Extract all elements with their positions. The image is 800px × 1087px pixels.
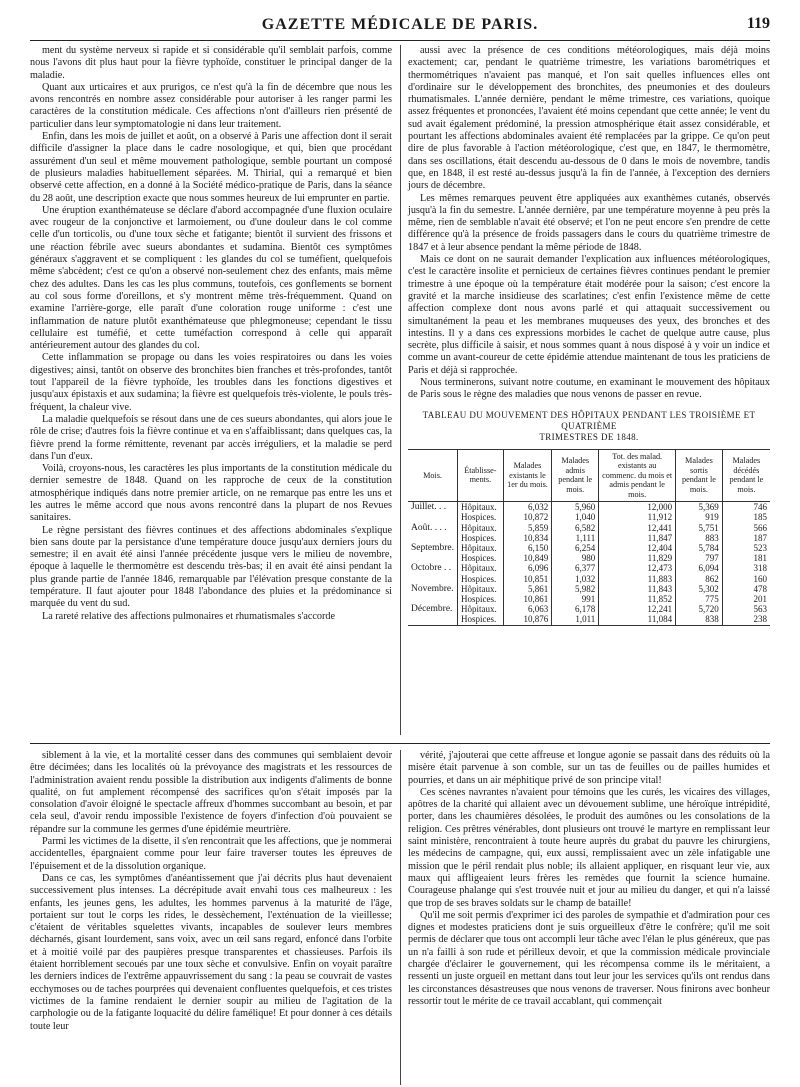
column-divider [400,45,401,735]
establishment-cell: Hôpitaux. [458,523,504,533]
table-row [408,543,770,553]
value-cell: 5,720 [676,604,723,614]
value-cell: 5,302 [676,584,723,594]
value-cell: 5,859 [503,523,551,533]
table-row [408,584,770,594]
month-cell [408,574,458,584]
bottom-left-column [30,750,392,1085]
value-cell: 6,254 [552,543,599,553]
paragraph: Parmi les victimes de la disette, il s'en rencontrait que les affections, que je nommerai accidentelles, épargnaient comme pour leur faire traverser toutes les épreuves de l'épuisement et de la dissolution organique. [30,836,392,872]
table-body [408,502,770,625]
value-cell: 318 [722,563,770,573]
table-header-cell: Malades admis pendant le mois. [552,449,599,502]
table-header-cell: Malades existants le 1er du mois. [503,449,551,502]
value-cell: 10,849 [503,553,551,563]
value-cell: 10,872 [503,512,551,522]
value-cell: 5,861 [503,584,551,594]
value-cell: 1,111 [552,533,599,543]
paragraph: aussi avec la présence de ces conditions météorologiques, mais déjà moins exactement; car, pendant le quatrième trimestre, les variations barométriques et thermométriques n'avaient pas manqué, et l'on sait quelles influences elles ont d'ordinaire sur le développement des bronchites, des pneumonies et des douleurs rhumatismales. L'année dernière, pendant le même trimestre, ces variations, quoique assez fréquentes et prononcées, l'avaient été moins cependant que cette année; le vent du sud avait également prédominé, la pression atmosphérique était assez considérable, et pourtant les affections abdominales avaient été remplacées par la grippe. Ce qu'on peut dire de plus favorable à l'action météorologique, c'est que, en 1847, le thermomètre, dans ses oscillations, était descendu au-dessous de 0 dans le mois de novembre, tandis que, en 1848, il est resté au-dessus jusqu'à la fin de l'année, à l'exception des derniers jours de décembre. [408,45,770,192]
value-cell: 10,876 [503,614,551,625]
value-cell: 6,063 [503,604,551,614]
value-cell: 12,473 [599,563,676,573]
table-row [408,594,770,604]
table-row [408,533,770,543]
hospital-movement-table [408,449,770,626]
establishment-cell: Hôpitaux. [458,502,504,513]
value-cell: 919 [676,512,723,522]
page-number: 119 [746,15,770,32]
value-cell: 12,241 [599,604,676,614]
paragraph: Les mêmes remarques peuvent être appliquées aux exanthèmes cutanés, observés jusqu'à la fin du semestre. L'année dernière, par une température moyenne à peu près la même, rien de semblable n'avait été observé; et l'on ne peut encore s'en prendre de cette différence qu'à la présence de froids passagers dans le cours du quatrième trimestre de 1847 et à leur absence pendant la même période de 1848. [408,192,770,253]
paragraph: Dans ce cas, les symptômes d'anéantissement que j'ai décrits plus haut devenaient successivement plus intenses. La décrépitude avait envahi tous ces malheureux : les enfants, les jeunes gens, les adultes, les hommes parvenus à la maturité de l'âge, portaient sur tout le corps les rides, le dessèchement, l'exténuation de la vieillesse; c'étaient de véritables squelettes vivants, incapables de soulever leurs membres décharnés, gisant lourdement, sans voix, avec un œil sans regard, enfoncé dans l'orbite et à moitié voilé par des paupières presque transparentes et chassieuses. Parfois ils étaient horriblement secoués par une toux sèche et convulsive. Enfin on voyait paraître les derniers indices de l'extrême appauvrissement du sang : la peau se couvrait de vastes ecchymoses ou de taches pourprées qui devenaient confluentes quelquefois, et ces tristes victimes de la famine rendaient le dernier soupir au milieu de l'agitation de la carphologie ou de la fatigante loquacité du délire famélique! Et pour donner à ces détails toute leur [30,872,392,1032]
value-cell: 11,843 [599,584,676,594]
value-cell: 10,851 [503,574,551,584]
table-header-cell: Malades sortis pendant le mois. [676,449,723,502]
paragraph: vérité, j'ajouterai que cette affreuse et longue agonie se passait dans des réduits où la misère était parvenue à son comble, sur un tas de feuilles ou de pailles humides et pourries, et dans un air méphitique privé de son principe vital! [408,750,770,786]
establishment-cell: Hospices. [458,533,504,543]
top-right-text [408,45,770,402]
month-cell: Juillet. . . [411,502,447,513]
establishment-cell: Hospices. [458,512,504,522]
value-cell: 11,084 [599,614,676,625]
value-cell: 523 [722,543,770,553]
paragraph: Quant aux urticaires et aux prurigos, ce n'est qu'à la fin de décembre que nous les avons rencontrés en nombre assez considérable pour autoriser à les ranger parmi les caractères de la constitution médicale. Ces affections n'ont d'ailleurs rien présenté de particulier dans leur symptomatologie ni dans leur traitement. [30,81,392,130]
value-cell: 566 [722,523,770,533]
paragraph: Voilà, croyons-nous, les caractères les plus importants de la constitution médicale du dernier semestre de 1848. Quand on les rapproche de ceux de la constitution atmosphérique indiqués dans notre premier article, on ne remarque pas entre les uns et les autres le même accord que nous avons rencontré dans la plupart de nos Revues sanitaires. [30,463,392,524]
table-header-cell: Malades décédés pendant le mois. [722,449,770,502]
value-cell: 12,441 [599,523,676,533]
establishment-cell: Hôpitaux. [458,563,504,573]
value-cell: 187 [722,533,770,543]
establishment-cell: Hospices. [458,614,504,625]
value-cell: 5,982 [552,584,599,594]
value-cell: 6,377 [552,563,599,573]
month-cell [408,614,458,625]
table-row [408,563,770,573]
value-cell: 201 [722,594,770,604]
table-row [408,523,770,533]
month-cell: Août. . . . [411,522,447,533]
table-row [408,512,770,522]
paragraph: siblement à la vie, et la mortalité cesser dans des communes qui semblaient devoir être décimées; dans les localités où la prévoyance des magistrats et les ressources de l'administration avaient rendu possible la distribution aux indigents d'aliments de bonne qualité, on fut amplement récompensé des sacrifices qu'on s'était imposés par la consolation d'avoir éloigné le spectacle affreux d'hommes succombant au besoin, et par cela seul, d'avoir rendu impossible l'existence de foyers d'infection d'où pouvaient se répandre sur la commune les germes d'une épidémie meurtrière. [30,750,392,835]
value-cell: 238 [722,614,770,625]
table-title-main: TABLEAU DU MOUVEMENT DES HÔPITAUX PENDANT LES TROISIÈME ET QUATRIÈME [422,409,756,431]
value-cell: 5,784 [676,543,723,553]
value-cell: 12,404 [599,543,676,553]
value-cell: 6,094 [676,563,723,573]
value-cell: 5,751 [676,523,723,533]
value-cell: 11,883 [599,574,676,584]
establishment-cell: Hospices. [458,594,504,604]
journal-title: GAZETTE MÉDICALE DE PARIS. [261,16,539,33]
table-row [408,502,770,513]
month-cell [408,553,458,563]
value-cell: 181 [722,553,770,563]
value-cell: 5,960 [552,502,599,513]
establishment-cell: Hôpitaux. [458,584,504,594]
paragraph: Cette inflammation se propage ou dans les voies respiratoires ou dans les voies digestives; ainsi, tantôt on observe des bronchites bien franches et très-profondes, tantôt tout l'appareil de la fièvre typhoïde, les troubles dans les fonctions digestives et jusqu'aux épistaxis et aux sudamina; la fièvre est quelquefois très-violente, le pouls très-fréquent, la chaleur vive. [30,352,392,413]
value-cell: 563 [722,604,770,614]
running-header [30,12,770,41]
value-cell: 6,032 [503,502,551,513]
value-cell: 991 [552,594,599,604]
value-cell: 1,011 [552,614,599,625]
table-title [408,410,770,443]
section-divider [30,743,770,744]
establishment-cell: Hospices. [458,553,504,563]
bottom-right-column [408,750,770,1085]
value-cell: 6,096 [503,563,551,573]
month-cell: Septembre. [411,542,455,553]
value-cell: 1,040 [552,512,599,522]
value-cell: 6,150 [503,543,551,553]
value-cell: 11,829 [599,553,676,563]
value-cell: 5,369 [676,502,723,513]
paragraph: La maladie quelquefois se résout dans une de ces sueurs abondantes, qui alors joue le rôle de crise; d'autres fois la fièvre continue et va en s'affaiblissant; dans quelques cas, la fièvre prend la forme rémittente, revenant par accès irréguliers, et la maladie se perd dans l'un d'eux. [30,413,392,462]
value-cell: 10,834 [503,533,551,543]
establishment-cell: Hôpitaux. [458,543,504,553]
table-row [408,614,770,625]
table-header-row [408,449,770,502]
table-row [408,574,770,584]
value-cell: 11,912 [599,512,676,522]
value-cell: 478 [722,584,770,594]
value-cell: 980 [552,553,599,563]
month-cell [408,594,458,604]
paragraph: La rareté relative des affections pulmonaires et rhumatismales s'accorde [42,610,335,622]
paragraph: Qu'il me soit permis d'exprimer ici des paroles de sympathie et d'admiration pour ces dignes et modestes praticiens dont je suis orgueilleux d'être le confrère; qu'il me soit permis de déclarer que tous ont accompli leur tâche avec l'élan le plus généreux, que pas un n'a failli à son rude et périlleux devoir, et que la commission médicale provinciale chargée d'éclairer le gouvernement, qui les récompensa comme ils le méritaient, a ressenti un juste orgueil en mettant dans tout leur jour les services qu'ils ont rendus dans les circonstances désastreuses que nous venons de traverser. Nous finirons avec bonheur ressortir tout le mérite de ce travail accablant, qui commençait [408,909,770,1007]
establishment-cell: Hôpitaux. [458,604,504,614]
value-cell: 11,852 [599,594,676,604]
value-cell: 797 [676,553,723,563]
value-cell: 883 [676,533,723,543]
value-cell: 12,000 [599,502,676,513]
value-cell: 6,582 [552,523,599,533]
value-cell: 185 [722,512,770,522]
value-cell: 6,178 [552,604,599,614]
paragraph: Enfin, dans les mois de juillet et août, on a observé à Paris une affection dont il serait difficile d'assigner la place dans le cadre nosologique, et qui, bien que procédant assurément d'un seul et même mouvement pathologique, semble pourtant un composé de plusieurs maladies habituellement séparées. M. Thirial, qui a remarqué et bien observé cette affection, en a donné à la Société médico-pratique de Paris, dans la séance du 28 août, une description exacte que nous sommes heureux de lui emprunter en partie. [30,131,392,204]
table-header-cell: Tot. des malad. existants au commenc. du mois et admis pendant le mois. [599,449,676,502]
month-cell: Décembre. [411,604,453,615]
value-cell: 838 [676,614,723,625]
month-cell [408,533,458,543]
top-left-column [30,45,392,735]
paragraph: Le règne persistant des fièvres continues et des affections abdominales s'explique bien sans doute par la persistance d'une température douce jusqu'aux derniers jours du semestre; il en avait été ainsi l'année précédente jusque vers le milieu de novembre, époque à laquelle le thermomètre est descendu très-bas; il en avait été ainsi pendant la plus grande partie de l'année 1846, remarquable par l'élévation presque constante de la température. Il faut ajouter pour 1848 l'abondance des pluies et la prédominance si marquée du vent du sud. [30,524,392,610]
column-divider [400,750,401,1085]
table-row [408,553,770,563]
value-cell: 775 [676,594,723,604]
value-cell: 746 [722,502,770,513]
bottom-section [30,750,770,1085]
value-cell: 862 [676,574,723,584]
paragraph: Mais ce dont on ne saurait demander l'explication aux influences météorologiques, c'est le caractère insolite et pernicieux de certaines fièvres continues pendant le premier trimestre à une époque où la température était modérée pour la saison; c'est encore la gravité et la marche insidieuse des scarlatines; c'est enfin l'existence même de cette affection complexe dont nous avons parlé et qui attaquait successivement ou simultanément la peau et les membranes muqueuses des yeux, des bronches et des intestins. Il y a dans ces expressions morbides le cachet de quelque autre cause, plus secrète, plus difficile à saisir, et nous sommes quant à nous disposé à y voir un indice et comme un avant-coureur de cette épidémie attendue maintenant de tous les praticiens de Paris et déjà si rapprochée. [408,254,770,376]
paragraph: Une éruption exanthémateuse se déclare d'abord accompagnée d'une fluxion oculaire avec rougeur de la conjonctive et larmoiement, ou d'une douleur dans le col comme celle d'un torticolis, ou d'une toux sèche et fatigante; bientôt il survient des frissons et une réaction fébrile avec sueurs abondantes et sudamina. Bientôt ces symptômes généraux s'aggravent et se compliquent : les glandes du col se tuméfient, quelquefois même s'abcèdent; c'est ce qu'on a observé non-seulement chez des enfants, mais même chez des adultes. Dans les cas les plus communs, toutefois, ces gonflements se bornent au col sous forme d'oreillons, et s'y montrent même très-fréquemment. Quand on examine l'arrière-gorge, elle paraît d'une coloration rouge uniforme : c'est une inflammation de nature plutôt exanthémateuse que phlegmoneuse; cependant le tissu cellulaire est tuméfié, et cette tuméfaction correspond à celle qui apparaît antérieurement autour des glandes du col. [30,204,392,352]
value-cell: 160 [722,574,770,584]
top-section [30,45,770,735]
table-header-cell: Mois. [408,449,458,502]
month-cell: Octobre . . [411,563,452,574]
value-cell: 10,861 [503,594,551,604]
table-row [408,604,770,614]
table-title-sub: TRIMESTRES DE 1848. [539,431,639,442]
month-cell [408,512,458,522]
paragraph: Ces scènes navrantes n'avaient pour témoins que les curés, les vicaires des villages, apôtres de la charité qui allaient avec un dévouement sublime, une héroïque intrépidité, porter, dans les chaumières désolées, le produit des aumônes ou les consolations de la religion. Ces prêtres vénérables, dont plusieurs ont trouvé le martyre en remplissant leur saint ministère, rencontraient à toute heure auprès du grabat du pauvre les chirurgiens, les médecins de campagne, qui, eux aussi, remplissaient avec un zèle infatigable une mission que le péril rendait plus noble; ils allaient appliquer, en risquant leur vie, aux maux qui affligeaient leurs frères les remèdes que fournit la science humaine. Courageuse phalange qui s'est trouvée nuit et jour au milieu du danger, et qui n'a laissé que trop de ses braves soldats sur le champ de bataille! [408,786,770,909]
table-header-cell: Établisse-ments. [458,449,504,502]
month-cell: Novembre. [411,583,454,594]
value-cell: 11,847 [599,533,676,543]
paragraph: ment du système nerveux si rapide et si considérable qu'il semblait parfois, comme nous l'avons dit plus haut pour la fièvre typhoïde, constituer le principal danger de la maladie. [30,45,392,81]
top-right-column [408,45,770,735]
value-cell: 1,032 [552,574,599,584]
paragraph: Nous terminerons, suivant notre coutume, en examinant le mouvement des hôpitaux de Paris sous le règne des maladies que nous venons de passer en revue. [408,377,770,401]
establishment-cell: Hospices. [458,574,504,584]
